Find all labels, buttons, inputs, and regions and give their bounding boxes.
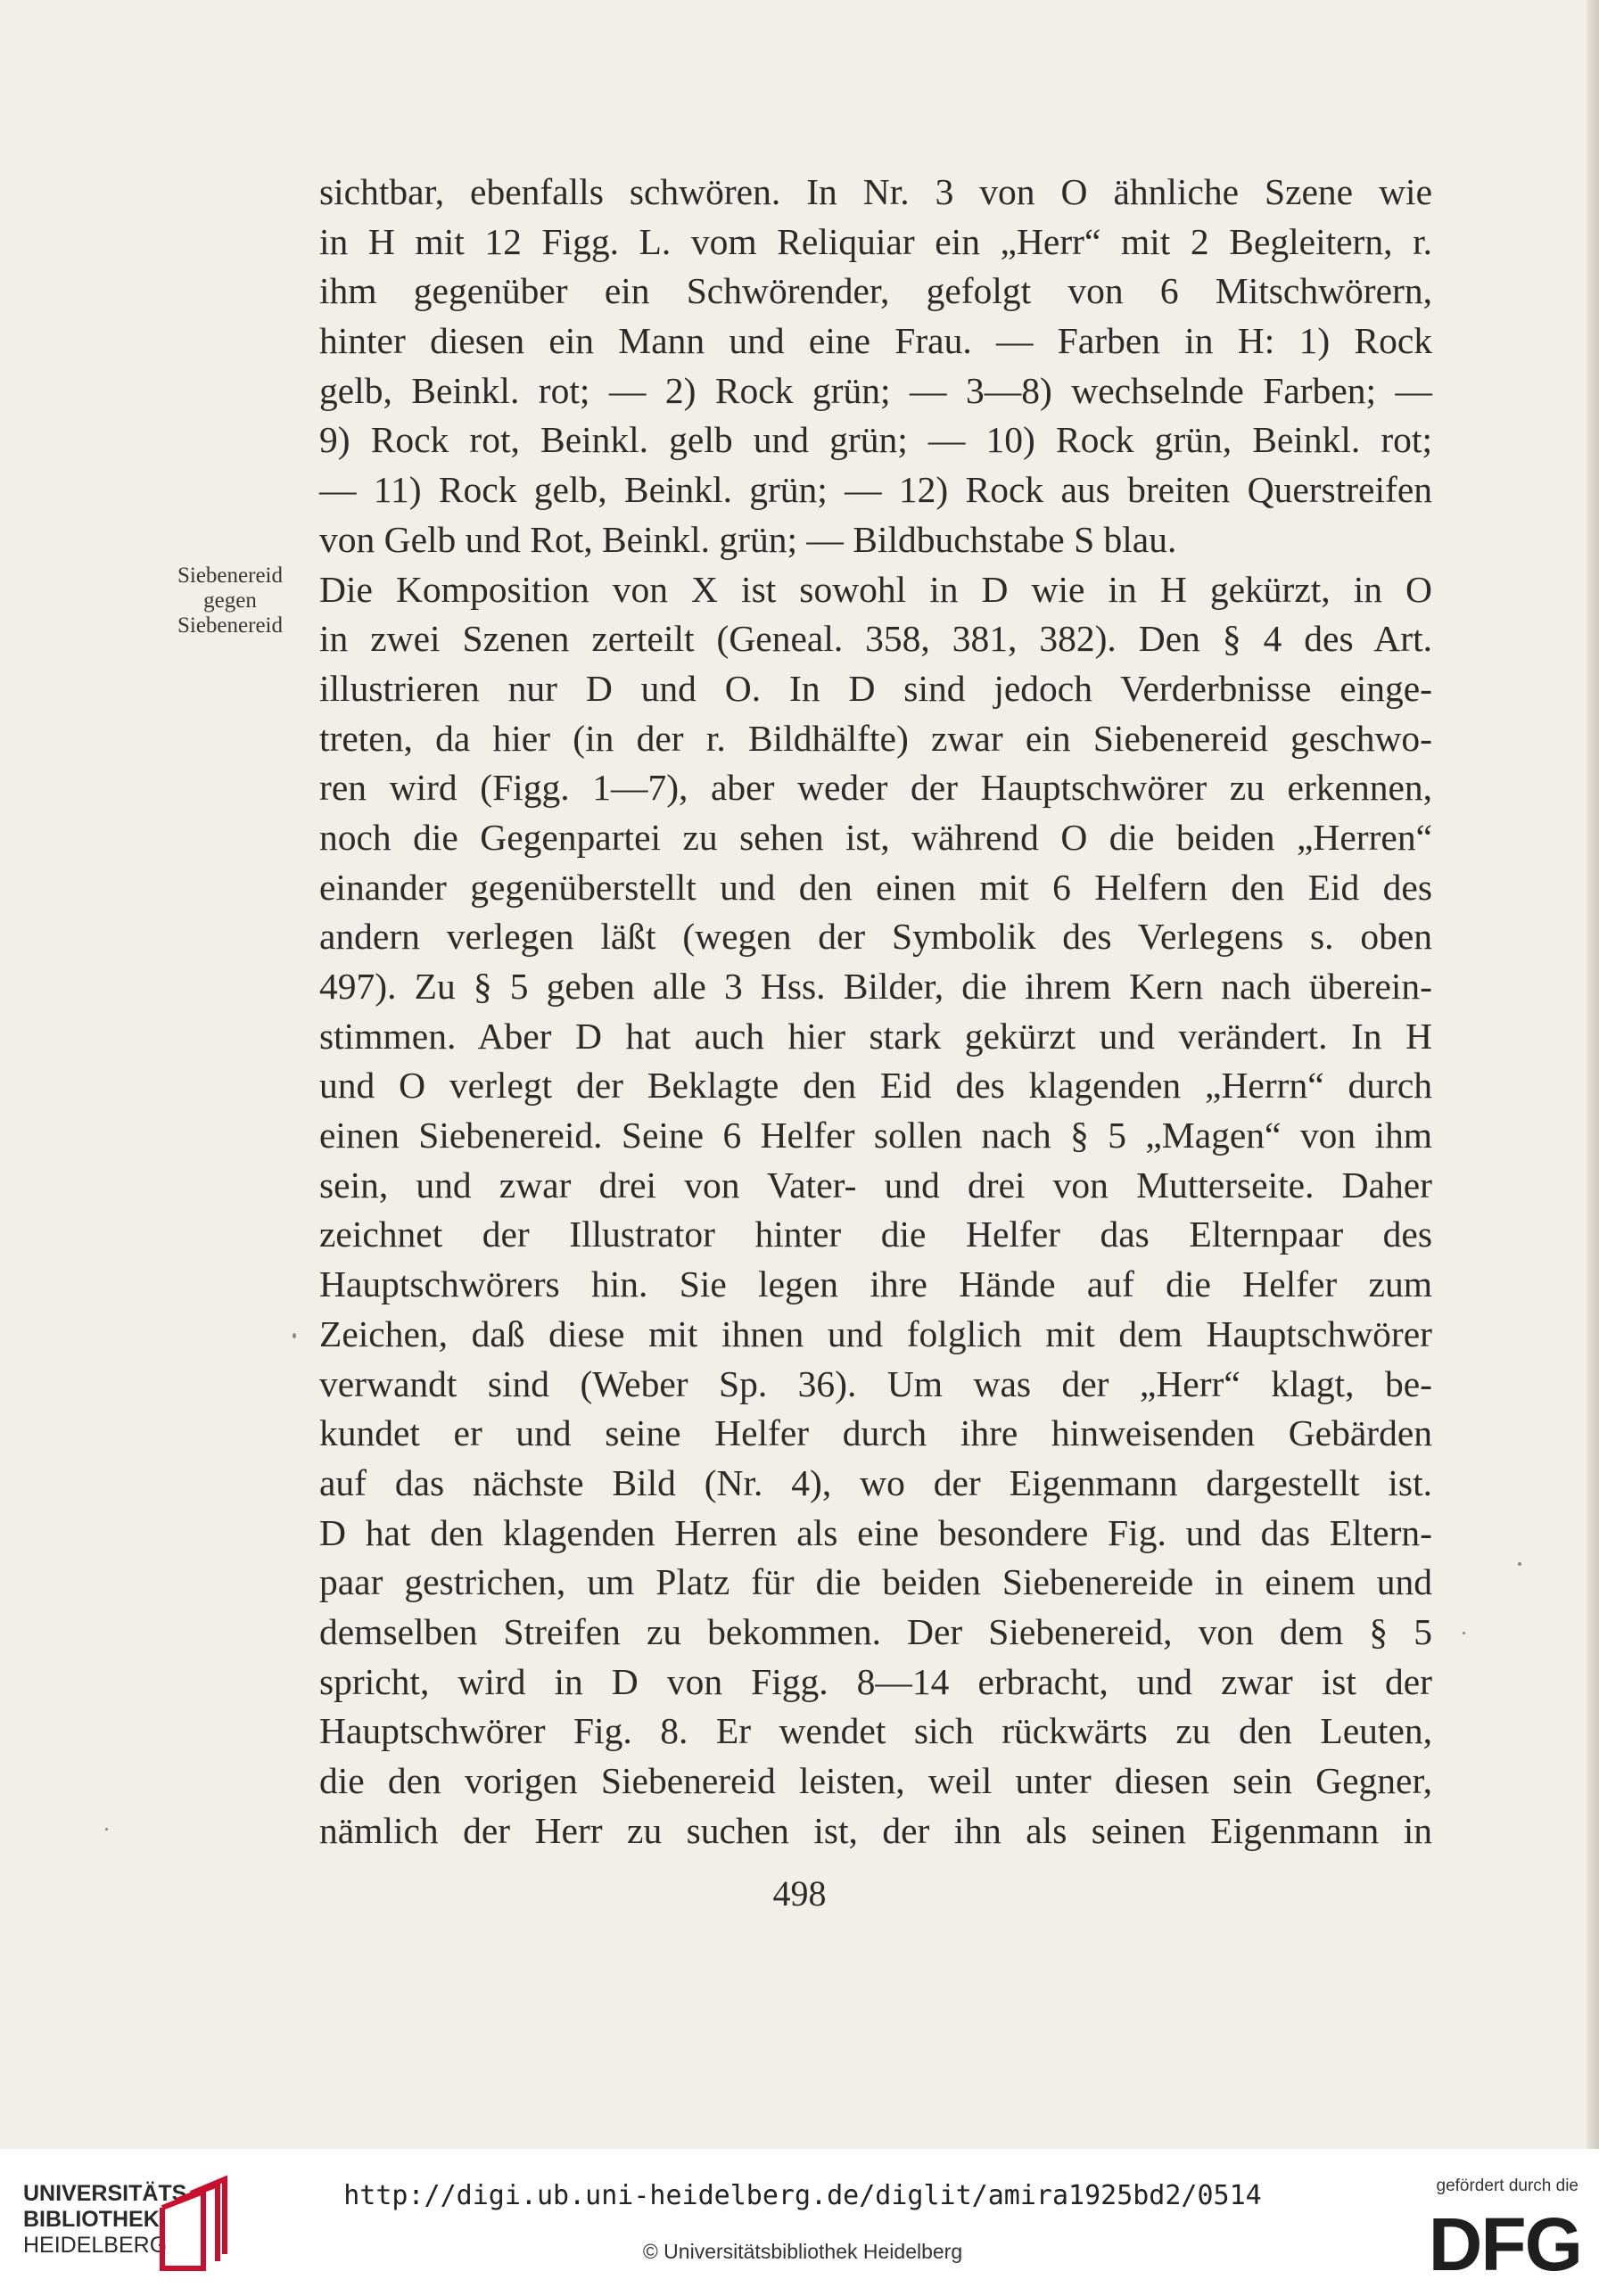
page-edge-shadow xyxy=(1587,0,1599,2149)
text-line: demselben Streifen zu bekommen. Der Siebenereid, von dem § 5 xyxy=(319,1610,1432,1652)
text-line: ihm gegenüber ein Schwörender, gefolgt von 6 Mitschwörern, xyxy=(319,270,1432,312)
library-name-line: BIBLIOTHEK xyxy=(23,2207,160,2232)
text-line: Hauptschwörers hin. Sie legen ihre Hände auf die Helfer zum xyxy=(319,1263,1432,1305)
margin-note xyxy=(150,564,310,638)
text-line: 497). Zu § 5 geben alle 3 Hss. Bilder, die ihrem Kern nach überein- xyxy=(319,966,1432,1007)
copyright-notice: © Universitätsbibliothek Heidelberg xyxy=(642,2240,963,2263)
text-line: Zeichen, daß diese mit ihnen und folglich mit dem Hauptschwörer xyxy=(319,1313,1432,1354)
text-line: treten, da hier (in der r. Bildhälfte) zwar ein Siebenereid geschwo- xyxy=(319,717,1432,759)
text-line: gelb, Beinkl. rot; — 2) Rock grün; — 3—8) wechselnde Farben; — xyxy=(319,369,1432,411)
margin-note-line: Siebenereid xyxy=(177,564,283,588)
viewer-footer xyxy=(0,2149,1599,2296)
text-line: spricht, wird in D von Figg. 8—14 erbracht, und zwar ist der xyxy=(319,1660,1432,1702)
text-line: D hat den klagenden Herren als eine besondere Fig. und das Eltern- xyxy=(319,1511,1432,1553)
library-name-line: HEIDELBERG xyxy=(23,2233,168,2258)
permalink-url[interactable]: http://digi.ub.uni-heidelberg.de/diglit/amira1925bd2/0514 xyxy=(343,2180,1262,2211)
text-line: die den vorigen Siebenereid leisten, weil unter diesen sein Gegner, xyxy=(319,1760,1432,1801)
text-line: zeichnet der Illustrator hinter die Helfer das Elternpaar des xyxy=(319,1214,1432,1255)
paper-speck xyxy=(1463,1632,1465,1634)
paper-speck xyxy=(1518,1562,1521,1566)
text-line: von Gelb und Rot, Beinkl. grün; — Bildbuchstabe S blau. xyxy=(319,518,1177,560)
text-line: kundet er und seine Helfer durch ihre hinweisenden Gebärden xyxy=(319,1412,1432,1454)
text-line: auf das nächste Bild (Nr. 4), wo der Eigenmann dargestellt ist. xyxy=(319,1461,1432,1503)
text-line: und O verlegt der Beklagte den Eid des klagenden „Herrn“ durch xyxy=(319,1065,1432,1107)
text-line: paar gestrichen, um Platz für die beiden Siebenereide in einem und xyxy=(319,1561,1432,1603)
dfg-logo-text: DFG xyxy=(1428,2202,1581,2279)
funder-note: gefördert durch die xyxy=(1436,2177,1578,2195)
text-line: in zwei Szenen zerteilt (Geneal. 358, 381, 382). Den § 4 des Art. xyxy=(319,618,1432,660)
library-name-line: UNIVERSITÄTS- xyxy=(23,2181,194,2206)
paper-speck xyxy=(293,1333,296,1338)
margin-note-line: gegen xyxy=(203,588,257,613)
paper-speck xyxy=(105,1828,108,1831)
text-line: ren wird (Figg. 1—7), aber weder der Hauptschwörer zu erkennen, xyxy=(319,767,1432,809)
body-text xyxy=(319,168,1432,1856)
text-line: illustrieren nur D und O. In D sind jedoch Verderbnisse einge- xyxy=(319,667,1432,709)
text-line: sein, und zwar drei von Vater- und drei von Mutterseite. Daher xyxy=(319,1164,1432,1206)
text-line: andern verlegen läßt (wegen der Symbolik des Verlegens s. oben xyxy=(319,916,1432,958)
text-line: Die Komposition von X ist sowohl in D wie in H gekürzt, in O xyxy=(319,568,1432,610)
dfg-logo-icon[interactable] xyxy=(1422,2202,1581,2279)
margin-note-line: Siebenereid xyxy=(177,613,283,638)
text-line: verwandt sind (Weber Sp. 36). Um was der „Herr“ klagt, be- xyxy=(319,1362,1432,1404)
text-line: einander gegenüberstellt und den einen mit 6 Helfern den Eid des xyxy=(319,866,1432,908)
text-line: nämlich der Herr zu suchen ist, der ihn als seinen Eigenmann in xyxy=(319,1809,1432,1851)
library-logo-icon[interactable] xyxy=(157,2172,228,2272)
page-number: 498 xyxy=(772,1873,827,1913)
text-line: sichtbar, ebenfalls schwören. In Nr. 3 von O ähnliche Szene wie xyxy=(319,171,1432,212)
text-line: — 11) Rock gelb, Beinkl. grün; — 12) Rock aus breiten Querstreifen xyxy=(319,469,1432,511)
text-line: in H mit 12 Figg. L. vom Reliquiar ein „Herr“ mit 2 Begleitern, r. xyxy=(319,220,1432,262)
text-line: einen Siebenereid. Seine 6 Helfer sollen nach § 5 „Magen“ von ihm xyxy=(319,1115,1432,1156)
text-line: hinter diesen ein Mann und eine Frau. — Farben in H: 1) Rock xyxy=(319,320,1432,362)
text-line: stimmen. Aber D hat auch hier stark gekürzt und verändert. In H xyxy=(319,1015,1432,1057)
text-line: noch die Gegenpartei zu sehen ist, während O die beiden „Herren“ xyxy=(319,816,1432,858)
text-line: 9) Rock rot, Beinkl. gelb und grün; — 10) Rock grün, Beinkl. rot; xyxy=(319,419,1432,461)
text-line: Hauptschwörer Fig. 8. Er wendet sich rückwärts zu den Leuten, xyxy=(319,1710,1432,1752)
